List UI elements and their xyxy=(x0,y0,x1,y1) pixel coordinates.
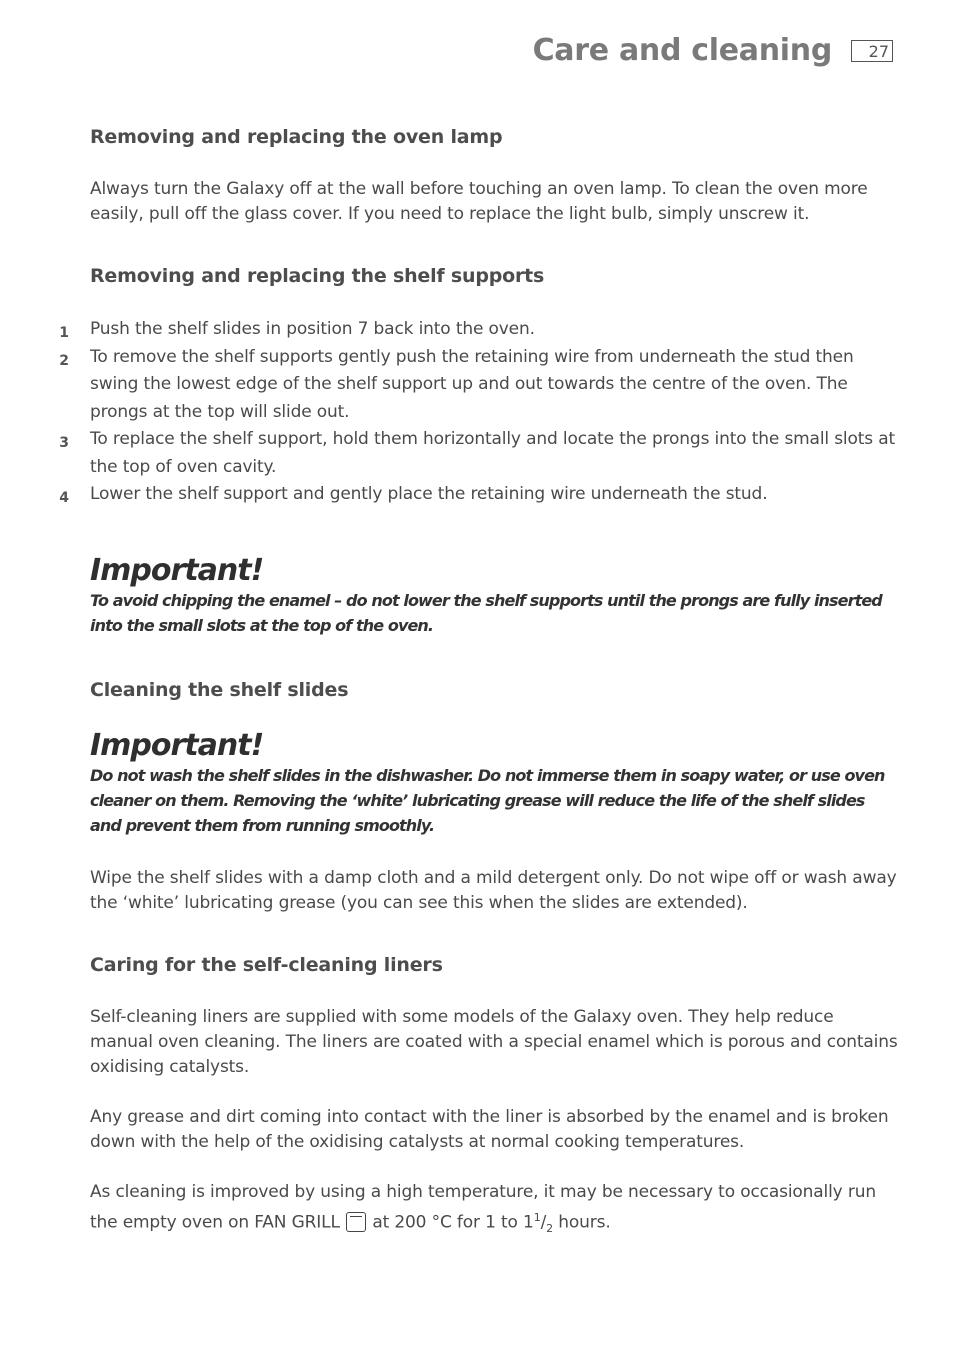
step-text: To replace the shelf support, hold them horizontally and locate the prongs into the small slots at the top of oven cavity. xyxy=(90,429,896,477)
important-heading: Important! xyxy=(90,728,264,763)
step-number: 4 xyxy=(59,490,69,506)
page-title: Care and cleaning xyxy=(532,33,832,68)
important-heading: Important! xyxy=(90,553,264,588)
step-number: 3 xyxy=(59,435,69,451)
step-text: Lower the shelf support and gently place the retaining wire underneath the stud. xyxy=(90,484,768,504)
liners-text: As cleaning is improved by using a high temperature, it may be necessary to occasionally run the empty oven on FAN GRILL xyxy=(90,1182,876,1233)
oven-lamp-body: Always turn the Galaxy off at the wall before touching an oven lamp. To clean the oven more easily, pull off the glass cover. If you need to replace the light bulb, simply unscrew it. xyxy=(90,179,868,224)
shelf-supports-steps xyxy=(59,316,900,509)
shelf-supports-heading: Removing and replacing the shelf supports xyxy=(90,265,545,287)
step-number: 1 xyxy=(59,325,69,341)
fan-grill-icon xyxy=(346,1212,366,1232)
important-text: Do not wash the shelf slides in the dishwasher. Do not immerse them in soapy water, or use oven cleaner on them. Removing the ‘white’ lubricating grease will reduce the life of the shelf slides and prevent them from running smoothly. xyxy=(90,766,885,835)
shelf-slides-heading: Cleaning the shelf slides xyxy=(90,679,349,701)
important-text: To avoid chipping the enamel – do not lower the shelf supports until the prongs are fully inserted into the small slots at the top of the oven. xyxy=(90,591,882,635)
shelf-slides-body: Wipe the shelf slides with a damp cloth and a mild detergent only. Do not wipe off or wash away the ‘white’ lubricating grease (you can see this when the slides are extended). xyxy=(90,868,897,913)
fraction-denominator: 2 xyxy=(546,1222,554,1236)
liners-paragraph: Any grease and dirt coming into contact with the liner is absorbed by the enamel and is broken down with the help of the oxidising catalysts at normal cooking temperatures. xyxy=(90,1107,889,1152)
liners-heading: Caring for the self-cleaning liners xyxy=(90,954,443,976)
list-item xyxy=(59,316,900,344)
liners-paragraph: Self-cleaning liners are supplied with some models of the Galaxy oven. They help reduce manual oven cleaning. The liners are coated with a special enamel which is porous and contains oxidising catalysts. xyxy=(90,1007,898,1077)
fraction-numerator: 1 xyxy=(533,1211,541,1224)
list-item xyxy=(59,426,900,481)
liners-text: hours. xyxy=(553,1212,611,1233)
step-text: Push the shelf slides in position 7 back into the oven. xyxy=(90,319,535,339)
step-text: To remove the shelf supports gently push the retaining wire from underneath the stud then swing the lowest edge of the shelf support up and out towards the centre of the oven. The prongs at the top will slide out. xyxy=(90,346,854,422)
liners-text: at 200 °C for 1 to 1 xyxy=(372,1212,534,1233)
fraction-slash: / xyxy=(540,1212,547,1233)
page-number: 27 xyxy=(851,40,893,62)
list-item xyxy=(59,481,900,509)
list-item xyxy=(59,344,900,427)
step-number: 2 xyxy=(59,352,69,369)
oven-lamp-heading: Removing and replacing the oven lamp xyxy=(90,126,503,148)
liners-paragraph xyxy=(90,1180,900,1241)
